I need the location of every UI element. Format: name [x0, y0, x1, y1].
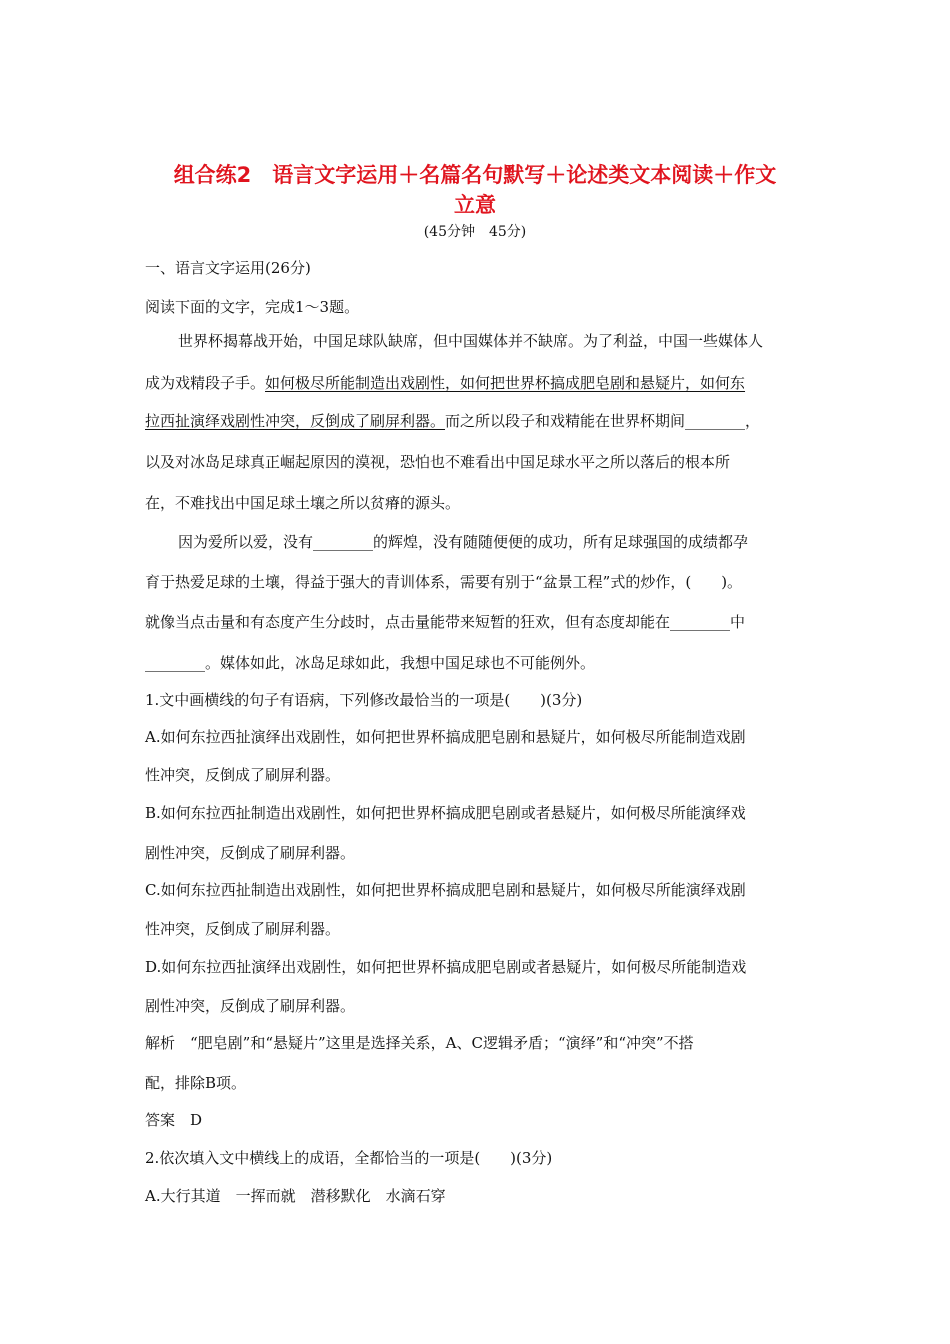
reading-instruction: 阅读下面的文字，完成1～3题。: [145, 298, 360, 316]
section-heading: 一、语言文字运用(26分): [145, 259, 311, 277]
passage-line: 因为爱所以爱，没有________的辉煌，没有随随便便的成功，所有足球强国的成绩都孕: [178, 533, 749, 551]
option-b-continued: 剧性冲突，反倒成了刷屏利器。: [145, 844, 356, 862]
option-c-continued: 性冲突，反倒成了刷屏利器。: [145, 920, 341, 938]
option-a: A.大行其道 一挥而就 潜移默化 水滴石穿: [145, 1187, 446, 1205]
passage-line: 成为戏精段子手。如何极尽所能制造出戏剧性，如何把世界杯搞成肥皂剧和悬疑片，如何东: [145, 374, 746, 392]
question-stem: 1.文中画横线的句子有语病，下列修改最恰当的一项是( )(3分): [145, 691, 583, 709]
option-a-continued: 性冲突，反倒成了刷屏利器。: [145, 766, 341, 784]
passage-line: 育于热爱足球的土壤，得益于强大的青训体系，需要有别于“盆景工程”式的炒作，( )。: [145, 573, 743, 591]
question-stem: 2.依次填入文中横线上的成语，全都恰当的一项是( )(3分): [145, 1149, 553, 1167]
option-c: C.如何东拉西扯制造出戏剧性，如何把世界杯搞成肥皂剧和悬疑片，如何极尽所能演绎戏剧: [145, 881, 746, 899]
passage-line: 在，不难找出中国足球土壤之所以贫瘠的源头。: [145, 494, 461, 512]
analysis-text: 解析 “肥皂剧”和“悬疑片”这里是选择关系，A、C逻辑矛盾；“演绎”和“冲突”不搭: [145, 1034, 694, 1052]
option-b: B.如何东拉西扯制造出戏剧性，如何把世界杯搞成肥皂剧或者悬疑片，如何极尽所能演绎戏: [145, 804, 746, 822]
page-title-continued: 立意: [454, 193, 496, 217]
option-d-continued: 剧性冲突，反倒成了刷屏利器。: [145, 997, 356, 1015]
answer-text: 答案 D: [145, 1111, 203, 1129]
passage-line: 就像当点击量和有态度产生分歧时，点击量能带来短暂的狂欢，但有态度却能在________中: [145, 613, 746, 631]
passage-line: 拉西扯演绎戏剧性冲突，反倒成了刷屏利器。而之所以段子和戏精能在世界杯期间________，: [145, 412, 761, 430]
option-a: A.如何东拉西扯演绎出戏剧性，如何把世界杯搞成肥皂剧和悬疑片，如何极尽所能制造戏剧: [145, 728, 746, 746]
passage-line: 世界杯揭幕战开始，中国足球队缺席，但中国媒体并不缺席。为了利益，中国一些媒体人: [178, 332, 764, 350]
option-d: D.如何东拉西扯演绎出戏剧性，如何把世界杯搞成肥皂剧或者悬疑片，如何极尽所能制造戏: [145, 958, 747, 976]
page-title: 组合练2 语言文字运用＋名篇名句默写＋论述类文本阅读＋作文: [173, 163, 777, 187]
passage-line: 以及对冰岛足球真正崛起原因的漠视，恐怕也不难看出中国足球水平之所以落后的根本所: [145, 453, 731, 471]
underlined-sentence: 拉西扯演绎戏剧性冲突，反倒成了刷屏利器。: [145, 412, 446, 430]
passage-line: ________。媒体如此，冰岛足球如此，我想中国足球也不可能例外。: [145, 654, 596, 672]
time-score-note: (45分钟 45分): [423, 224, 527, 240]
analysis-text-continued: 配，排除B项。: [145, 1074, 247, 1092]
underlined-sentence: 如何极尽所能制造出戏剧性，如何把世界杯搞成肥皂剧和悬疑片，如何东: [265, 374, 746, 392]
